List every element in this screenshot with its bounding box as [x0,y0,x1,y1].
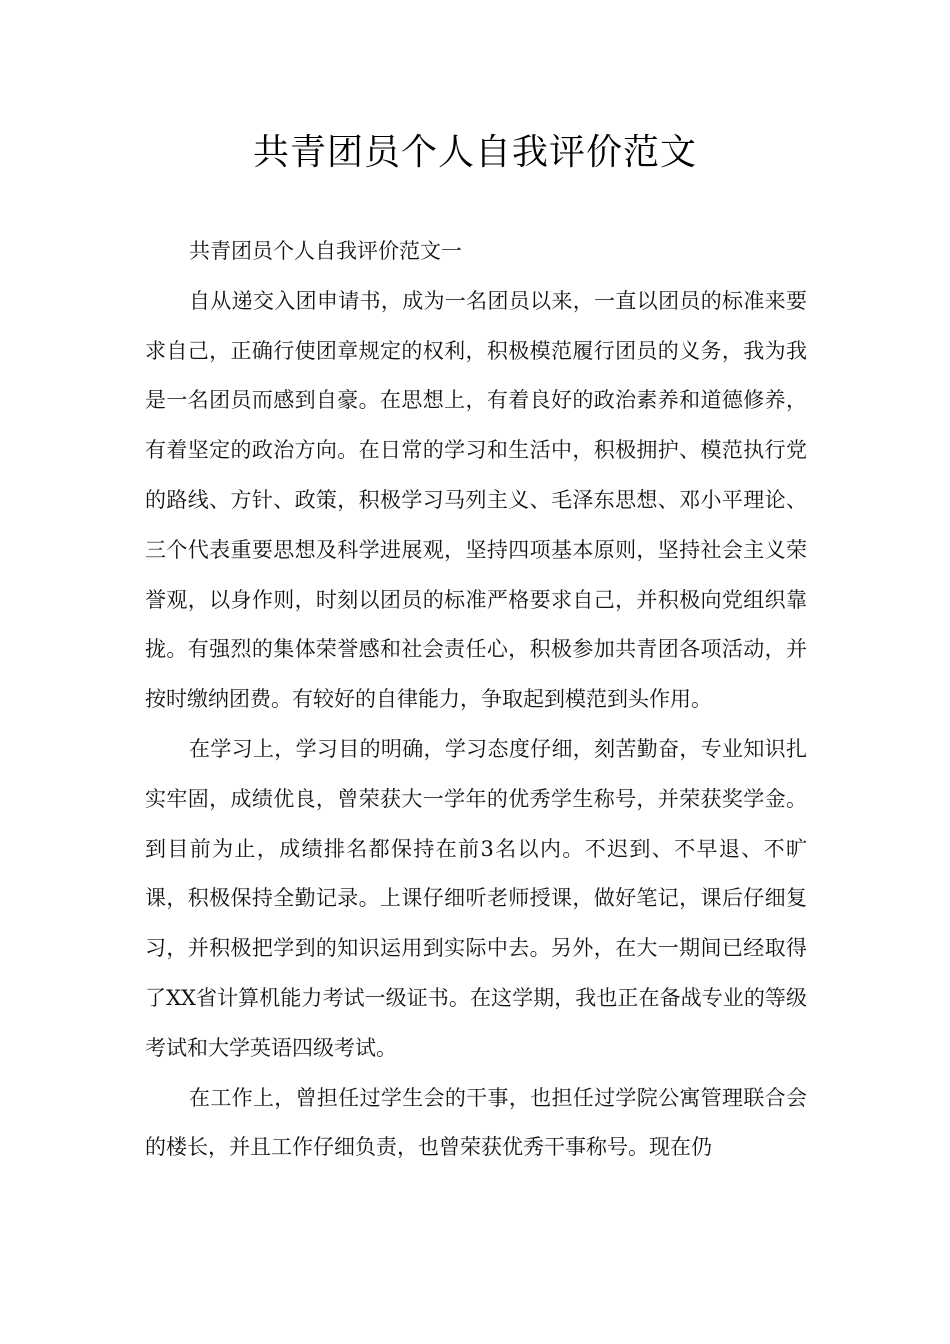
document-title: 共青团员个人自我评价范文 [252,132,697,173]
paragraph-work: 在工作上，曾担任过学生会的干事，也担任过学院公寓管理联合会的楼长，并且工作仔细负责，也曾荣获优秀干事称号。现在仍 [145,1085,807,1160]
section-heading: 共青团员个人自我评价范文一 [189,239,462,263]
paragraph-ideology: 自从递交入团申请书，成为一名团员以来，一直以团员的标准来要求自己，正确行使团章规定的权利，积极模范履行团员的义务，我为我是一名团员而感到自豪。在思想上，有着良好的政治素养和道德修养，有着坚定的政治方向。在日常的学习和生活中，积极拥护、模范执行党的路线、方针、政策，积极学习马列主义、毛泽东思想、邓小平理论、三个代表重要思想及科学进展观，坚持四项基本原则，坚持社会主义荣誉观，以身作则，时刻以团员的标准严格要求自己，并积极向党组织靠拢。有强烈的集体荣誉感和社会责任心，积极参加共青团各项活动，并按时缴纳团费。有较好的自律能力，争取起到模范到头作用。 [145,288,807,712]
paragraph-study: 在学习上，学习目的明确，学习态度仔细，刻苦勤奋，专业知识扎实牢固，成绩优良，曾荣获大一学年的优秀学生称号，并荣获奖学金。到目前为止，成绩排名都保持在前3名以内。不迟到、不早退、不旷课，积极保持全勤记录。上课仔细听老师授课，做好笔记，课后仔细复习，并积极把学到的知识运用到实际中去。另外，在大一期间已经取得了XX省计算机能力考试一级证书。在这学期，我也正在备战专业的等级考试和大学英语四级考试。 [145,736,807,1060]
document-body [145,227,807,1173]
